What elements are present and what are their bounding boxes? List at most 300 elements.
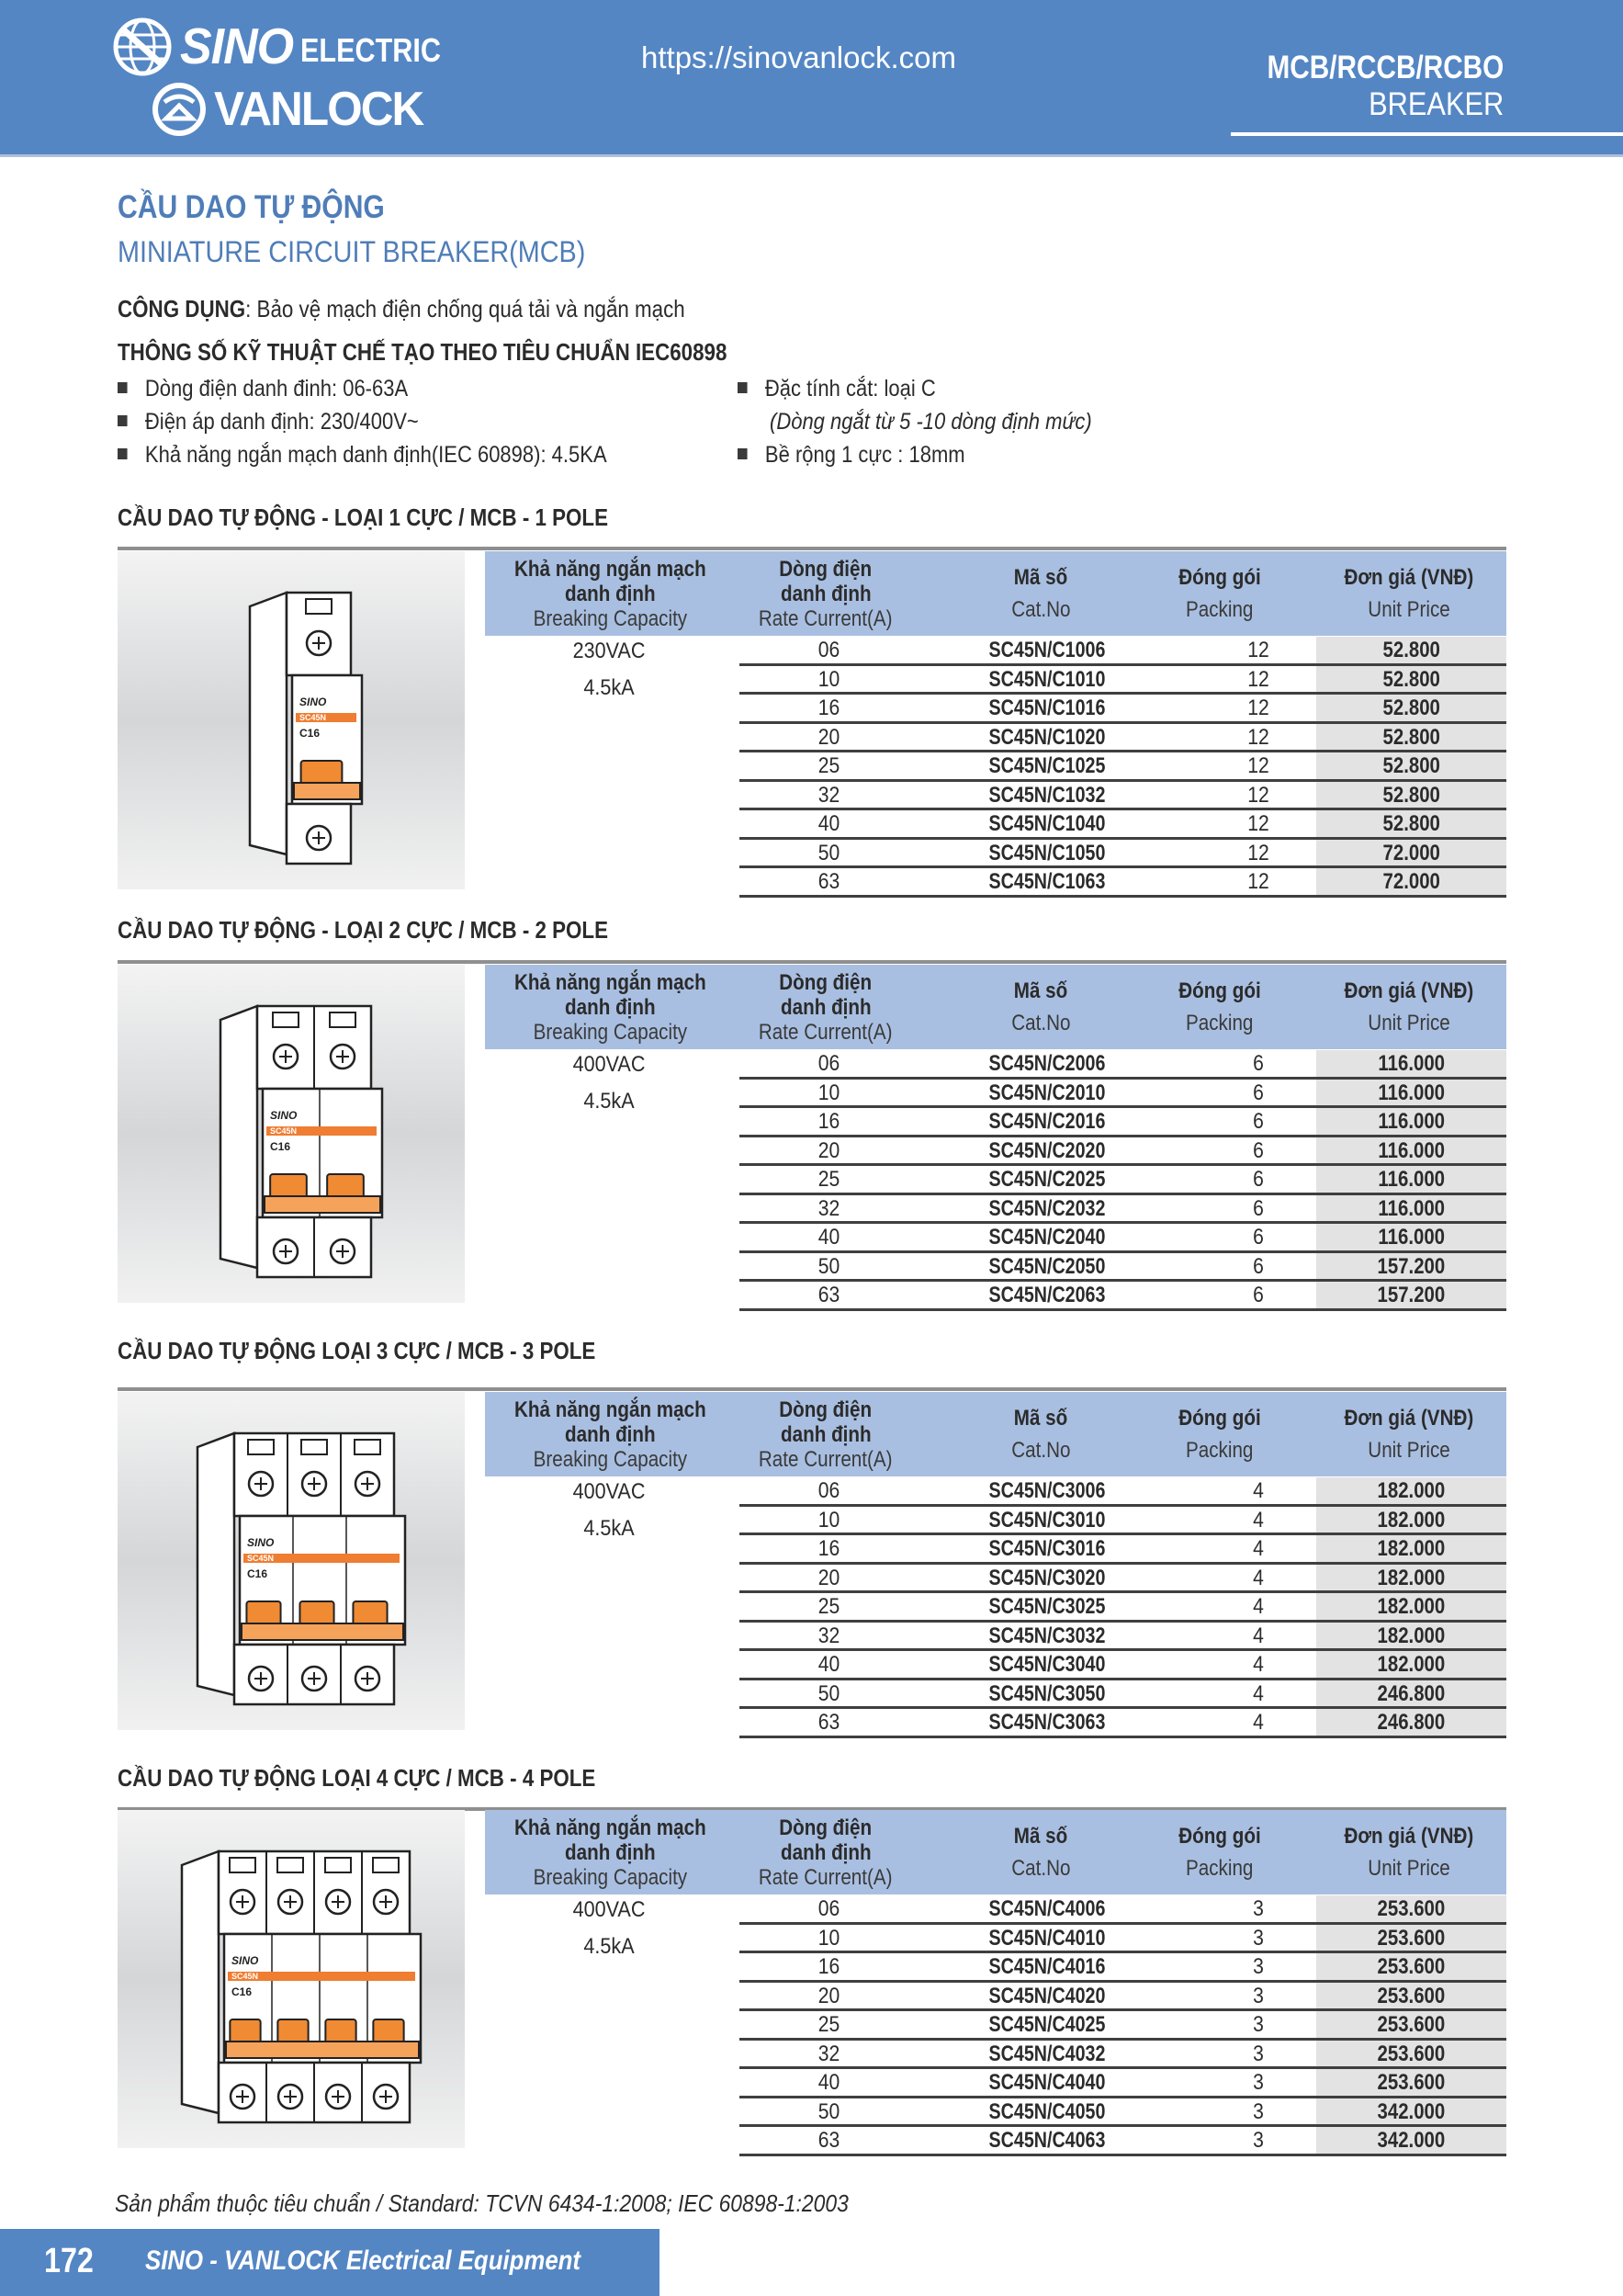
mcb-side	[182, 1851, 219, 2113]
unit-price: 52.800	[1382, 666, 1440, 692]
header-text: Packing	[1186, 1856, 1254, 1881]
header-text: Khả năng ngắn mạch	[513, 556, 706, 582]
table-header	[485, 1810, 1506, 1894]
rate-current: 40	[817, 1652, 840, 1677]
table-row	[739, 2011, 1506, 2041]
unit-price: 182.000	[1377, 1565, 1446, 1590]
unit-price-cell	[1316, 1953, 1506, 1980]
packing: 6	[1253, 1253, 1264, 1279]
table-row	[739, 1623, 1506, 1652]
vanlock-logo-text: VANLOCK	[214, 83, 423, 136]
voltage-value: 400VAC	[572, 1479, 646, 1504]
cat-no: SC45N/C4006	[988, 1896, 1106, 1921]
packing: 3	[1253, 2012, 1264, 2037]
header-breaking-capacity	[485, 551, 735, 636]
svg-text:SC45N: SC45N	[231, 1972, 259, 1981]
rate-current: 32	[817, 1623, 840, 1648]
header-packing	[1128, 1810, 1312, 1894]
unit-price-cell	[1316, 666, 1506, 693]
unit-price-cell	[1316, 752, 1506, 779]
unit-price: 52.800	[1382, 811, 1440, 836]
header-text: Cat.No	[1010, 1011, 1071, 1035]
packing: 6	[1253, 1109, 1264, 1134]
rate-current: 50	[817, 1253, 840, 1279]
unit-price: 253.600	[1377, 1983, 1446, 2008]
cat-no: SC45N/C4050	[988, 2098, 1106, 2124]
header-text: Đơn giá (VNĐ)	[1344, 978, 1474, 1003]
table-row	[739, 2069, 1506, 2098]
unit-price: 116.000	[1378, 1109, 1445, 1134]
packing: 4	[1253, 1710, 1264, 1735]
unit-price-cell	[1316, 1623, 1506, 1649]
unit-price-cell	[1316, 1565, 1506, 1591]
table-header	[485, 551, 1506, 636]
svg-text:C16: C16	[299, 727, 321, 740]
table-row	[739, 1224, 1506, 1253]
cat-no: SC45N/C3020	[988, 1565, 1106, 1590]
header-text: Dòng điện	[779, 1397, 873, 1422]
packing: 12	[1247, 753, 1269, 778]
vanlock-logo	[152, 79, 434, 140]
rate-current: 63	[817, 1710, 840, 1735]
table-row	[739, 1108, 1506, 1137]
bullet-square-icon	[118, 415, 128, 426]
unit-price-cell	[1316, 1593, 1506, 1620]
rate-current: 40	[817, 811, 840, 836]
section-heading: CẦU DAO TỰ ĐỘNG LOẠI 4 CỰC / MCB - 4 POLE	[118, 1764, 596, 1792]
footer-brand: SINO - VANLOCK Electrical Equipment	[145, 2245, 581, 2276]
packing: 4	[1253, 1623, 1264, 1648]
rate-current: 20	[817, 724, 840, 750]
header-text: Dòng điện	[779, 969, 873, 995]
rate-current: 25	[817, 1594, 840, 1619]
unit-price: 182.000	[1377, 1623, 1446, 1648]
header-text: danh định	[780, 581, 872, 606]
header-text: Unit Price	[1368, 1011, 1450, 1035]
table-row	[739, 724, 1506, 753]
svg-text:SC45N: SC45N	[247, 1554, 275, 1563]
unit-price-cell	[1316, 1137, 1506, 1164]
rate-current: 10	[817, 666, 840, 692]
cat-no: SC45N/C3016	[988, 1536, 1106, 1561]
unit-price-cell	[1316, 1535, 1506, 1562]
table-row	[739, 1050, 1506, 1080]
cat-no: SC45N/C3025	[988, 1594, 1106, 1619]
unit-price-cell	[1316, 2069, 1506, 2096]
unit-price-cell	[1316, 1925, 1506, 1951]
table-row	[739, 1925, 1506, 1954]
header-text: danh định	[780, 1421, 872, 1447]
unit-price: 52.800	[1382, 782, 1440, 808]
mcb-2-pole-drawing	[118, 965, 465, 1303]
usage-line	[118, 295, 685, 323]
packing: 3	[1253, 2041, 1264, 2066]
spec-item	[118, 442, 607, 469]
packing: 4	[1253, 1507, 1264, 1533]
cat-no: SC45N/C1010	[988, 666, 1106, 692]
rate-current: 40	[817, 2070, 840, 2095]
header-text: Cat.No	[1010, 1856, 1071, 1881]
packing: 3	[1253, 1925, 1264, 1951]
page-title: CẦU DAO TỰ ĐỘNG	[118, 189, 385, 225]
unit-price: 253.600	[1377, 1896, 1446, 1921]
unit-price: 253.600	[1377, 2012, 1446, 2037]
section-heading: CẦU DAO TỰ ĐỘNG - LOẠI 1 CỰC / MCB - 1 POLE	[118, 503, 609, 531]
packing: 3	[1253, 2070, 1264, 2095]
header-unit-price	[1312, 965, 1506, 1049]
page-header	[0, 0, 1623, 154]
header-rate-current	[735, 551, 917, 636]
table-row	[739, 1080, 1506, 1109]
unit-price-cell	[1316, 1651, 1506, 1678]
table-row	[739, 1983, 1506, 2012]
unit-price: 116.000	[1378, 1225, 1445, 1250]
vanlock-emblem-icon	[152, 82, 207, 137]
cat-no: SC45N/C1050	[988, 840, 1106, 865]
mcb-3-pole-drawing	[118, 1392, 465, 1730]
header-text: Rate Current(A)	[759, 1019, 893, 1045]
table-row	[739, 1895, 1506, 1925]
mcb-1-pole-drawing	[118, 551, 465, 889]
mcb-4-pole-drawing	[118, 1810, 465, 2148]
rate-current: 06	[817, 1896, 840, 1921]
table-row	[739, 2041, 1506, 2070]
header-text: Cat.No	[1010, 597, 1071, 622]
rate-current: 50	[817, 1680, 840, 1706]
rate-current: 32	[817, 2041, 840, 2066]
rate-current: 20	[817, 1137, 840, 1163]
cat-no: SC45N/C1006	[988, 638, 1106, 662]
unit-price: 52.800	[1382, 638, 1440, 662]
packing: 6	[1253, 1195, 1264, 1221]
section-heading: CẦU DAO TỰ ĐỘNG LOẠI 3 CỰC / MCB - 3 POLE	[118, 1337, 596, 1364]
unit-price: 182.000	[1377, 1594, 1446, 1619]
cat-no: SC45N/C3032	[988, 1623, 1106, 1648]
unit-price: 116.000	[1378, 1195, 1445, 1221]
header-text: Mã số	[1013, 1824, 1068, 1849]
header-packing	[1128, 551, 1312, 636]
header-text: danh định	[780, 1839, 872, 1865]
cat-no: SC45N/C3063	[988, 1710, 1106, 1735]
header-bottom-border	[0, 154, 1623, 157]
unit-price-cell	[1316, 2011, 1506, 2038]
globe-icon	[112, 17, 173, 77]
cat-no: SC45N/C1020	[988, 724, 1106, 750]
rate-current: 25	[817, 2012, 840, 2037]
unit-price: 342.000	[1377, 2098, 1446, 2124]
header-text: Rate Current(A)	[759, 605, 893, 631]
rate-current: 20	[817, 1565, 840, 1590]
header-unit-price	[1312, 1392, 1506, 1476]
cat-no: SC45N/C2025	[988, 1167, 1106, 1192]
header-text: Breaking Capacity	[533, 605, 687, 631]
table-row	[739, 1166, 1506, 1195]
header-divider	[1231, 132, 1623, 136]
voltage-value: 400VAC	[572, 1897, 646, 1922]
rate-current: 16	[817, 1536, 840, 1561]
rate-current: 06	[817, 1051, 840, 1076]
table-row	[739, 1137, 1506, 1167]
usage-label: CÔNG DỤNG	[118, 295, 246, 322]
packing: 12	[1247, 869, 1269, 894]
mcb-side	[197, 1433, 234, 1695]
standard-note: Sản phẩm thuộc tiêu chuẩn / Standard: TCVN 6434-1:2008; IEC 60898-1:2003	[115, 2189, 849, 2217]
table-row	[739, 1195, 1506, 1225]
packing: 6	[1253, 1167, 1264, 1192]
header-text: Đơn giá (VNĐ)	[1344, 1406, 1474, 1431]
svg-text:C16: C16	[270, 1140, 291, 1153]
header-text: Unit Price	[1368, 1856, 1450, 1881]
unit-price: 116.000	[1378, 1167, 1445, 1192]
header-unit-price	[1312, 1810, 1506, 1894]
rate-current: 10	[817, 1507, 840, 1533]
packing: 12	[1247, 724, 1269, 750]
table-row	[739, 666, 1506, 696]
rate-current: 32	[817, 1195, 840, 1221]
section-divider	[118, 1387, 1506, 1391]
header-text: Mã số	[1013, 565, 1068, 590]
unit-price-cell	[1316, 2098, 1506, 2125]
cat-no: SC45N/C3010	[988, 1507, 1106, 1533]
bullet-square-icon	[118, 382, 128, 393]
cat-no: SC45N/C3006	[988, 1478, 1106, 1503]
capacity-value: 4.5kA	[583, 675, 635, 700]
spec-title: THÔNG SỐ KỸ THUẬT CHẾ TẠO THEO TIÊU CHUẨN IEC60898	[118, 338, 727, 366]
svg-text:C16: C16	[247, 1567, 268, 1580]
rate-current: 16	[817, 1954, 840, 1979]
packing: 3	[1253, 2098, 1264, 2124]
header-rate-current	[735, 1392, 917, 1476]
table-row	[739, 1953, 1506, 1983]
mcb-side	[250, 593, 287, 854]
page-subtitle: MINIATURE CIRCUIT BREAKER(MCB)	[118, 235, 586, 268]
product-image	[118, 965, 465, 1303]
unit-price-cell	[1316, 637, 1506, 663]
spec-note: (Dòng ngắt từ 5 -10 dòng định mức)	[770, 409, 1092, 435]
rate-current: 63	[817, 869, 840, 894]
table-row	[739, 2098, 1506, 2128]
unit-price-cell	[1316, 1108, 1506, 1135]
spec-item	[738, 442, 965, 469]
cat-no: SC45N/C4016	[988, 1954, 1106, 1979]
unit-price-cell	[1316, 868, 1506, 895]
cat-no: SC45N/C2020	[988, 1137, 1106, 1163]
header-text: Packing	[1186, 597, 1254, 622]
unit-price-cell	[1316, 1050, 1506, 1077]
rate-current: 06	[817, 638, 840, 662]
capacity-value: 4.5kA	[583, 1516, 635, 1541]
packing: 12	[1247, 840, 1269, 865]
capacity-value: 4.5kA	[583, 1934, 635, 1959]
header-text: danh định	[564, 994, 656, 1020]
header-text: Breaking Capacity	[533, 1446, 687, 1472]
unit-price-cell	[1316, 1895, 1506, 1922]
table-row	[739, 840, 1506, 869]
unit-price-cell	[1316, 1166, 1506, 1193]
cat-no: SC45N/C3050	[988, 1680, 1106, 1706]
cat-no: SC45N/C2032	[988, 1195, 1106, 1221]
header-text: Đơn giá (VNĐ)	[1344, 1824, 1474, 1849]
packing: 3	[1253, 1896, 1264, 1921]
cat-no: SC45N/C2016	[988, 1109, 1106, 1134]
rate-current: 63	[817, 2128, 840, 2153]
page-number: 172	[44, 2242, 94, 2280]
header-rate-current	[735, 965, 917, 1049]
header-text: Breaking Capacity	[533, 1864, 687, 1890]
header-text: Breaking Capacity	[533, 1019, 687, 1045]
svg-text:C16: C16	[231, 1985, 253, 1998]
unit-price-cell	[1316, 782, 1506, 809]
table-row	[739, 1593, 1506, 1623]
header-breaking-capacity	[485, 1392, 735, 1476]
header-text: Đóng gói	[1178, 1406, 1261, 1431]
unit-price: 182.000	[1377, 1652, 1446, 1677]
section-divider	[118, 547, 1506, 550]
table-row	[739, 1535, 1506, 1565]
spec-text: Điện áp danh định: 230/400V~	[144, 409, 419, 435]
packing: 12	[1247, 696, 1269, 720]
unit-price: 116.000	[1378, 1051, 1445, 1076]
packing: 4	[1253, 1536, 1264, 1561]
bullet-square-icon	[738, 448, 748, 459]
unit-price: 253.600	[1377, 1925, 1446, 1951]
packing: 3	[1253, 1983, 1264, 2008]
unit-price: 246.800	[1377, 1710, 1446, 1735]
packing: 3	[1253, 1954, 1264, 1979]
cat-no: SC45N/C4032	[988, 2041, 1106, 2066]
unit-price-cell	[1316, 1195, 1506, 1222]
cat-no: SC45N/C1063	[988, 869, 1106, 894]
unit-price: 253.600	[1377, 2070, 1446, 2095]
unit-price-cell	[1316, 1477, 1506, 1504]
header-text: danh định	[564, 581, 656, 606]
table-header	[485, 1392, 1506, 1476]
unit-price-cell	[1316, 1709, 1506, 1736]
header-text: Khả năng ngắn mạch	[513, 1397, 706, 1422]
rate-current: 25	[817, 753, 840, 778]
packing: 12	[1247, 638, 1269, 662]
svg-text:SINO: SINO	[299, 696, 327, 708]
packing: 4	[1253, 1680, 1264, 1706]
spec-item	[118, 409, 419, 435]
unit-price: 52.800	[1382, 724, 1440, 750]
unit-price: 116.000	[1378, 1137, 1445, 1163]
header-text: Packing	[1186, 1438, 1254, 1463]
rate-current: 16	[817, 696, 840, 720]
cat-no: SC45N/C3040	[988, 1652, 1106, 1677]
svg-text:SINO: SINO	[231, 1954, 259, 1967]
unit-price-cell	[1316, 1253, 1506, 1280]
unit-price-cell	[1316, 1507, 1506, 1533]
packing: 12	[1247, 782, 1269, 808]
table-row	[739, 2127, 1506, 2156]
website-link[interactable]: https://sinovanlock.com	[641, 40, 956, 74]
category-title: MCB/RCCB/RCBO	[1267, 50, 1504, 85]
header-text: Đơn giá (VNĐ)	[1344, 565, 1474, 590]
unit-price: 157.200	[1377, 1253, 1446, 1279]
rate-current: 06	[817, 1478, 840, 1503]
unit-price-cell	[1316, 1080, 1506, 1106]
rate-current: 20	[817, 1983, 840, 2008]
table-row	[739, 1507, 1506, 1536]
packing: 6	[1253, 1051, 1264, 1076]
packing: 6	[1253, 1137, 1264, 1163]
header-text: danh định	[780, 994, 872, 1020]
table-row	[739, 1680, 1506, 1710]
cat-no: SC45N/C4020	[988, 1983, 1106, 2008]
rate-current: 50	[817, 2098, 840, 2124]
table-row	[739, 1282, 1506, 1311]
unit-price: 182.000	[1377, 1507, 1446, 1533]
packing: 6	[1253, 1080, 1264, 1105]
cat-no: SC45N/C1016	[988, 696, 1106, 720]
unit-price: 72.000	[1382, 840, 1440, 865]
unit-price: 253.600	[1377, 2041, 1446, 2066]
unit-price: 182.000	[1377, 1478, 1446, 1503]
unit-price: 182.000	[1377, 1536, 1446, 1561]
header-text: Dòng điện	[779, 556, 873, 582]
unit-price: 246.800	[1377, 1680, 1446, 1706]
section-heading: CẦU DAO TỰ ĐỘNG - LOẠI 2 CỰC / MCB - 2 POLE	[118, 916, 609, 944]
table-row	[739, 1565, 1506, 1594]
spec-text: Đặc tính cắt: loại C	[764, 376, 936, 402]
unit-price-cell	[1316, 2041, 1506, 2067]
svg-text:SC45N: SC45N	[270, 1126, 298, 1136]
header-text: Khả năng ngắn mạch	[513, 969, 706, 995]
header-breaking-capacity	[485, 1810, 735, 1894]
cat-no: SC45N/C4025	[988, 2012, 1106, 2037]
header-text: Đóng gói	[1178, 978, 1261, 1003]
cat-no: SC45N/C2006	[988, 1051, 1106, 1076]
unit-price: 157.200	[1377, 1283, 1446, 1307]
table-row	[739, 1477, 1506, 1507]
unit-price-cell	[1316, 1983, 1506, 2009]
rate-current: 50	[817, 840, 840, 865]
header-text: Mã số	[1013, 978, 1068, 1003]
mcb-side	[220, 1006, 257, 1268]
header-text: danh định	[564, 1839, 656, 1865]
footer-bar	[0, 2229, 659, 2296]
cat-no: SC45N/C1032	[988, 782, 1106, 808]
header-breaking-capacity	[485, 965, 735, 1049]
rate-current: 10	[817, 1925, 840, 1951]
rate-current: 16	[817, 1109, 840, 1134]
header-text: Dòng điện	[779, 1815, 873, 1840]
header-text: Cat.No	[1010, 1438, 1071, 1463]
cat-no: SC45N/C2050	[988, 1253, 1106, 1279]
packing: 4	[1253, 1594, 1264, 1619]
header-text: danh định	[564, 1421, 656, 1447]
header-text: Đóng gói	[1178, 1824, 1261, 1849]
unit-price-cell	[1316, 695, 1506, 721]
packing: 12	[1247, 666, 1269, 692]
header-unit-price	[1312, 551, 1506, 636]
unit-price: 52.800	[1382, 753, 1440, 778]
cat-no: SC45N/C4063	[988, 2128, 1106, 2153]
product-image	[118, 1392, 465, 1730]
svg-text:SINO: SINO	[247, 1536, 275, 1549]
unit-price-cell	[1316, 2127, 1506, 2154]
product-image	[118, 551, 465, 889]
spec-text: Khả năng ngắn mạch danh định(IEC 60898): 4.5KA	[144, 442, 607, 468]
cat-no: SC45N/C4010	[988, 1925, 1106, 1951]
usage-text: : Bảo vệ mạch điện chống quá tải và ngắn mạch	[245, 295, 685, 322]
table-row	[739, 637, 1506, 666]
spec-text: Bề rộng 1 cực : 18mm	[764, 442, 965, 468]
category-subtitle: BREAKER	[1368, 86, 1504, 122]
header-text: Rate Current(A)	[759, 1446, 893, 1472]
spec-text: Dòng điện danh đinh: 06-63A	[144, 376, 409, 402]
